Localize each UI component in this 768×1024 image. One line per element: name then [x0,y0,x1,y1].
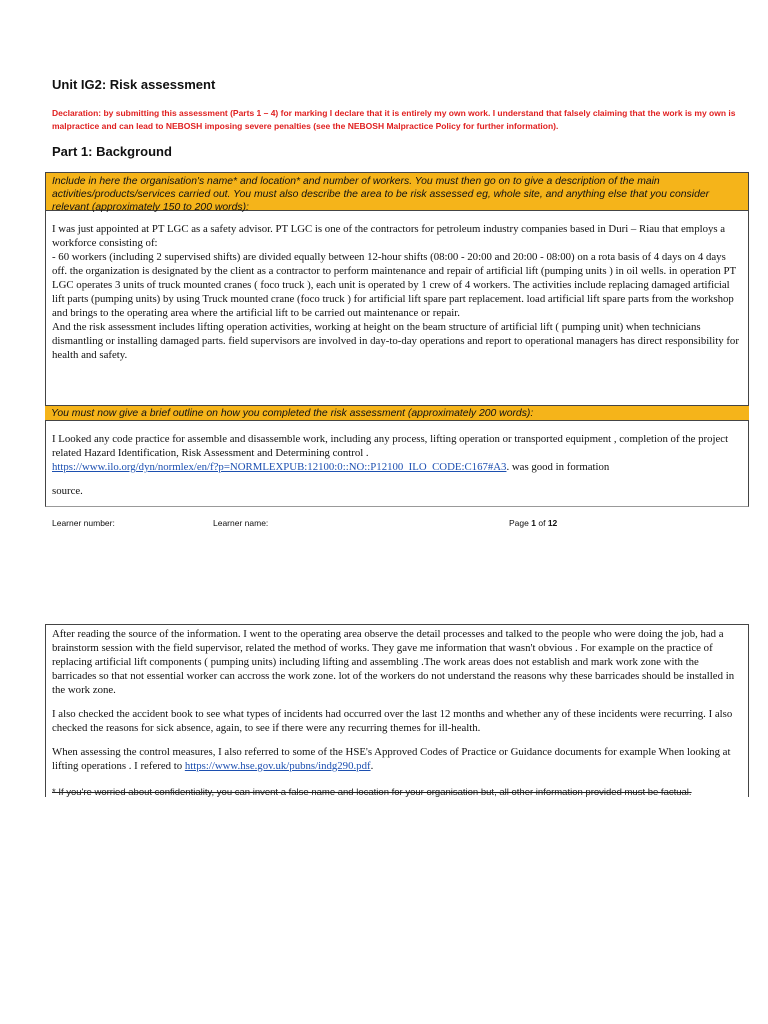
page2-last-intro: When assessing the control measures, I also referred to some of the HSE's Approved Codes of Practice or Guidance documents for example When looking at lifting operations . I refered to [52,746,731,772]
ilo-code-link[interactable]: https://www.ilo.org/dyn/normlex/en/f?p=NORMLEXPUB:12100:0::NO::P12100_ILO_CODE:C167#A3 [52,461,507,473]
instruction-banner-method: You must now give a brief outline on how you completed the risk assessment (approximately 200 words): [45,405,749,421]
declaration-text: Declaration: by submitting this assessment (Parts 1 – 4) for marking I declare that it is entirely my own work. I understand that falsely claiming that the work is my own is malpractice and can lead to NEBOSH imposing severe penalties (see the NEBOSH Malpractice Policy for further information). [52,108,736,131]
page2-box [45,624,749,797]
part-title: Part 1: Background [52,144,172,159]
page2-paragraph: After reading the source of the information. I went to the operating area observe the detail processes and talked to the people who were doing the job, had a brainstorm session with the field supervisor, related the method of works. They gave me information that wasn't obvious . For example on the practice of replacing artificial lift components ( pumping units) including lifting and assembling .The work areas does not establish and mark work zone with the barricades so that not essential worker can accross the work zone. lot of the workers do not understand the reasons why these barricades should be installed in the work zone. [52,628,735,696]
page-total: 12 [547,518,558,528]
page2-text [52,627,742,783]
page-footer [52,518,742,530]
page2-paragraph: I also checked the accident book to see what types of incidents had occurred over the last 12 months and whether any of these incidents were recurring. I also checked the reasons for sick absence, again, to see if there were any recurring themes for ill-health. [52,708,733,734]
page-of: of [538,518,546,528]
confidentiality-note: * If you're worried about confidentiality, you can invent a false name and location for your organisation but, all other information provided must be factual. [52,787,692,798]
unit-title: Unit IG2: Risk assessment [52,77,216,92]
method-text [52,432,742,498]
page-label: Page [509,518,529,528]
page2-last-end: . [370,760,374,772]
background-paragraph: I was just appointed at PT LGC as a safety advisor. PT LGC is one of the contractors for petroleum industry companies based in Duri – Riau that employs a workforce consisting of: [52,223,726,249]
background-box [45,172,749,507]
background-paragraph: And the risk assessment includes lifting operation activities, working at height on the beam structure of artificial lift ( pumping unit) when technicians dismantling or installing damaged parts. field supervisors are involved in day-to-day operations and report to operational managers has direct responsibility for health and safety. [52,321,739,361]
page2-paragraph [52,745,742,773]
learner-number-label: Learner number: [52,518,115,528]
learner-name-label: Learner name: [213,518,269,528]
method-intro: I Looked any code practice for assemble and disassemble work, including any process, lifting operation or transported equipment , completion of the project related Hazard Identification, Risk Assessment and Determining control . [52,433,729,459]
method-source: source. [52,485,83,497]
background-paragraph: - 60 workers (including 2 supervised shifts) are divided equally between 12-hour shifts (08:00 - 20:00 and 20:00 - 08:00) on a rota basis of 4 days on 4 days off. the organization is designated by the client as a contractor to perform maintenance and repair of artificial lift (pumping units ) in oil wells. in operation PT LGC operates 3 units of truck mounted cranes ( foco truck ), each unit is operated by 1 crew of 4 workers. The activities include replacing damaged artificial lift parts (pumping units) by using Truck mounted crane (foco truck ) for artificial lift spare part replacement. load artificial lift spare parts from the workshop and brings to the operating area where the artificial lift to be carried out maintenance or repair. [52,251,736,319]
instruction-banner-background: Include in here the organisation's name* and location* and number of workers. You must then go on to give a description of the main activities/products/services carried out. You must also describe the area to be risk assessed eg, whole site, and anything else that you consider relevant (approximately 150 to 200 words): [46,173,748,211]
page-number: 1 [531,518,536,528]
method-after-link: . was good in formation [506,461,610,473]
page-indicator [509,518,557,528]
hse-indg290-link[interactable]: https://www.hse.gov.uk/pubns/indg290.pdf [184,760,371,772]
background-text [52,222,742,362]
method-paragraph [52,432,742,474]
